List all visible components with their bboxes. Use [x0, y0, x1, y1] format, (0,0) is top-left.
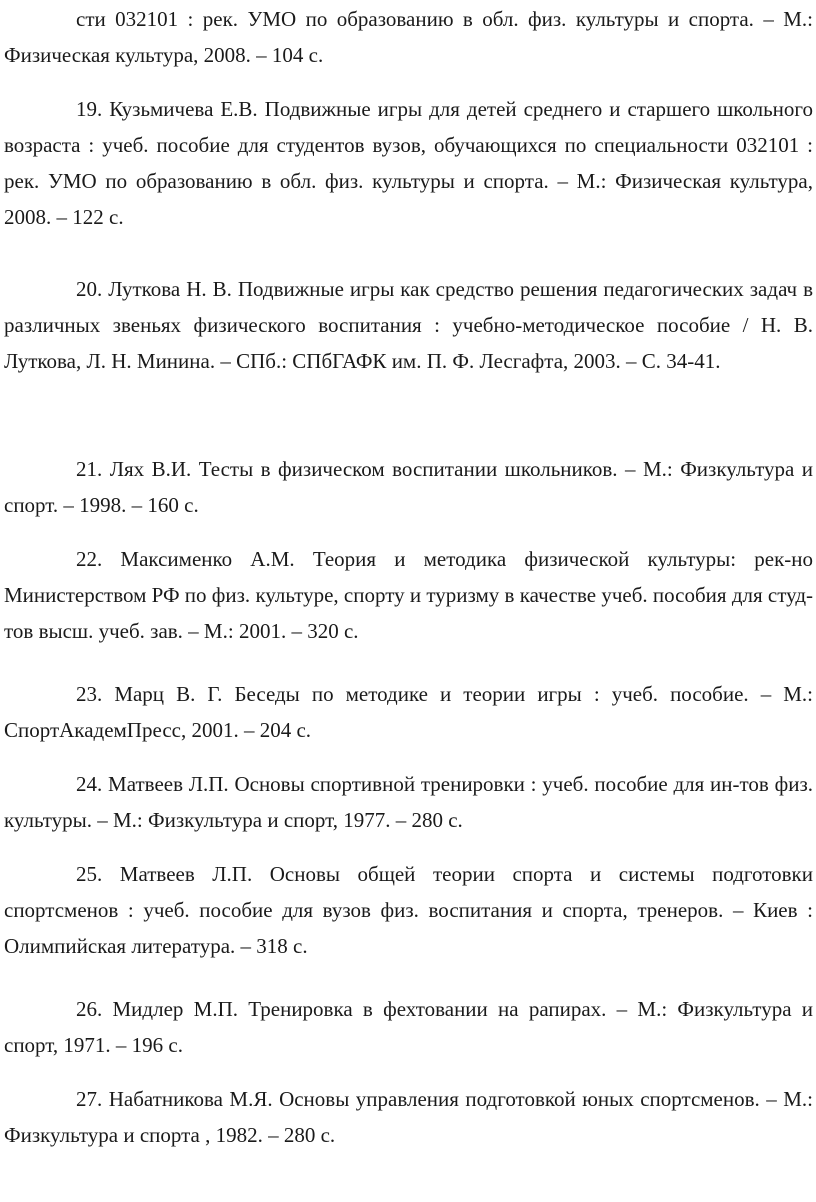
reference-number: 19. — [76, 97, 103, 121]
reference-number: 25. — [76, 862, 103, 886]
reference-continuation: сти 032101 : рек. УМО по образованию в обл. физ. культуры и спорта. – М.: Физическая культура, 2008. – 104 с. — [4, 7, 813, 67]
reference-text: Луткова Н. В. Подвижные игры как средство решения педагогических задач в различных звеньях физического воспитания : учебно-методическое пособие / Н. В. Луткова, Л. Н. Минина. – СПб.: СПбГАФК им. П. Ф. Лесгафта, 2003. – С. 34-41. — [4, 277, 813, 373]
reference-text: Мидлер М.П. Тренировка в фехтовании на рапирах. – М.: Физкультура и спорт, 1971. – 196 с. — [4, 997, 813, 1057]
reference-text: Максименко А.М. Теория и методика физической культуры: рек-но Министерством РФ по физ. культуре, спорту и туризму в качестве учеб. пособия для студ-тов высш. учеб. зав. – М.: 2001. – 320 с. — [4, 547, 814, 643]
reference-number: 21. — [76, 457, 103, 481]
reference-text: Кузьмичева Е.В. Подвижные игры для детей среднего и старшего школьного возраста : учеб. пособие для студентов вузов, обучающихся по специальности 032101 : рек. УМО по образованию в обл. физ. культуры и спорта. – М.: Физическая культура, 2008. – 122 с. — [4, 97, 813, 229]
reference-number: 26. — [76, 997, 103, 1021]
reference-number: 20. — [76, 277, 103, 301]
reference-entry-26 — [4, 991, 813, 1063]
reference-number: 23. — [76, 682, 103, 706]
reference-entry-19 — [4, 91, 813, 235]
reference-entry-24 — [4, 766, 813, 838]
reference-number: 22. — [76, 547, 103, 571]
reference-entry-23 — [4, 676, 813, 748]
reference-number: 27. — [76, 1087, 103, 1111]
reference-entry-22 — [4, 541, 813, 649]
reference-entry-20 — [4, 271, 813, 379]
reference-entry-27 — [4, 1081, 813, 1153]
reference-number: 24. — [76, 772, 103, 796]
reference-text: Лях В.И. Тесты в физическом воспитании школьников. – М.: Физкультура и спорт. – 1998. – 160 с. — [4, 457, 813, 517]
reference-entry-21 — [4, 451, 813, 523]
reference-text: Набатникова М.Я. Основы управления подготовкой юных спортсменов. – М.: Физкультура и спорта , 1982. – 280 с. — [4, 1087, 813, 1147]
reference-text: Матвеев Л.П. Основы общей теории спорта и системы подготовки спортсменов : учеб. пособие для вузов физ. воспитания и спорта, тренеров. – Киев : Олимпийская литература. – 318 с. — [4, 862, 813, 958]
reference-text: Матвеев Л.П. Основы спортивной тренировки : учеб. пособие для ин-тов физ. культуры. – М.: Физкультура и спорт, 1977. – 280 с. — [4, 772, 814, 832]
reference-entry-25 — [4, 856, 813, 964]
reference-text: Марц В. Г. Беседы по методике и теории игры : учеб. пособие. – М.: СпортАкадемПресс, 2001. – 204 с. — [4, 682, 814, 742]
